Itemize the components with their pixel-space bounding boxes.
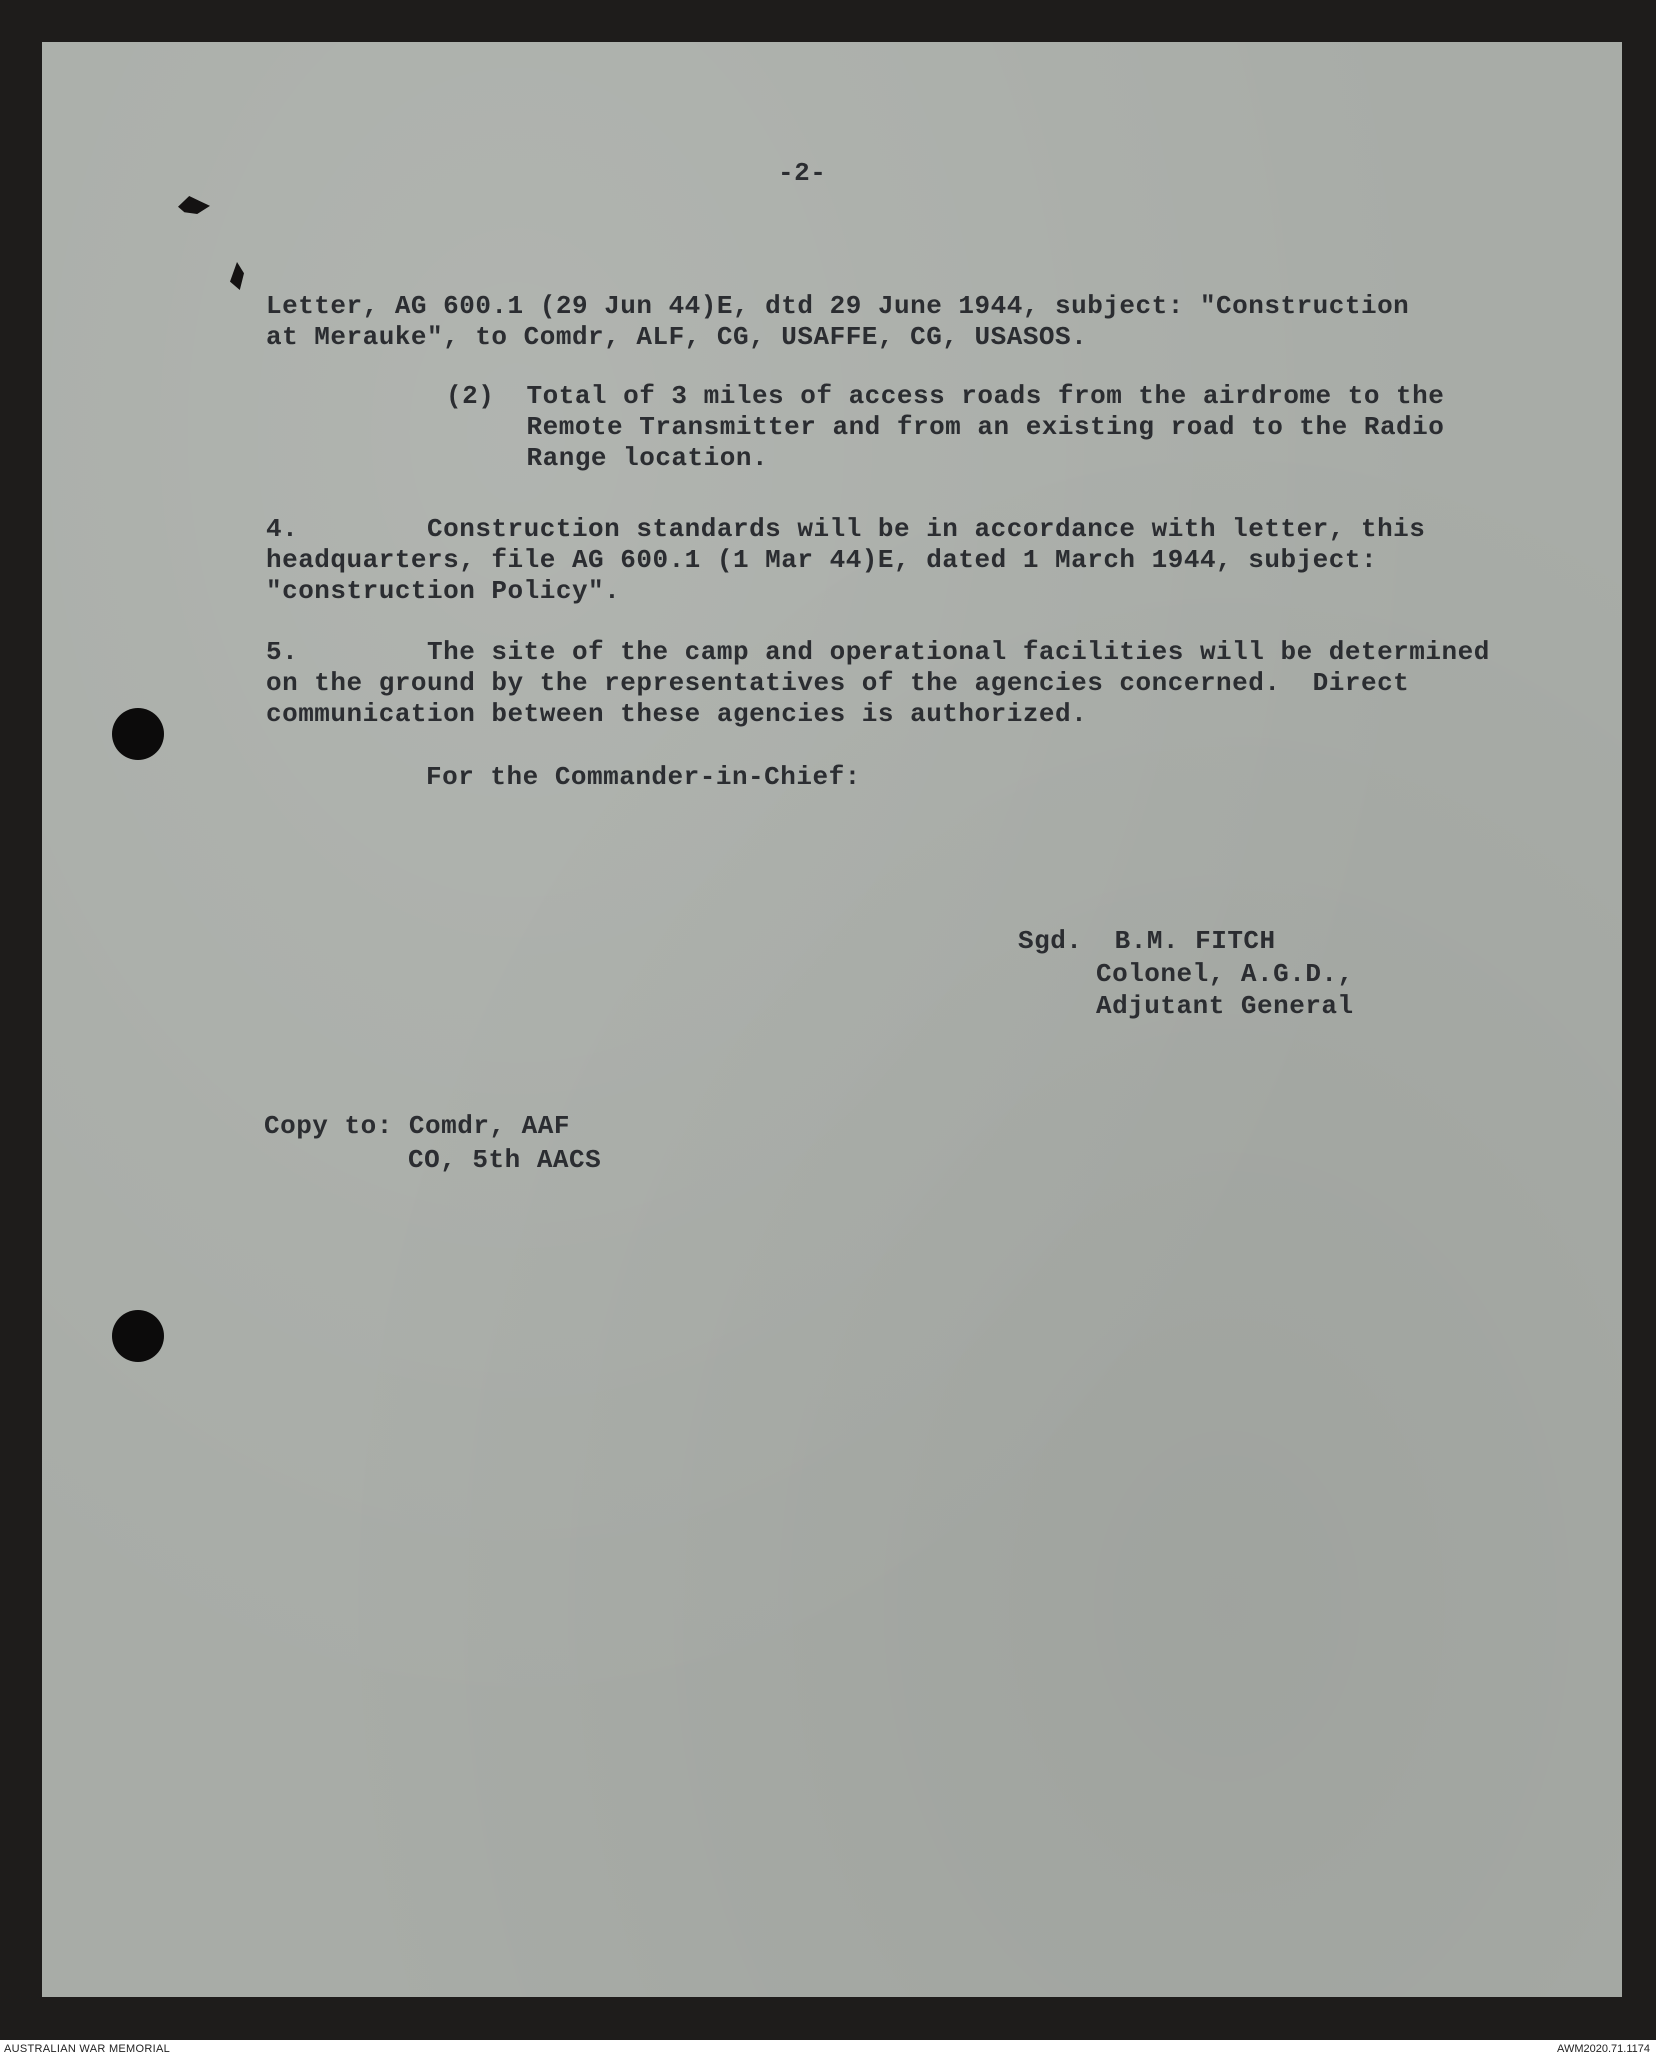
- text-line: Letter, AG 600.1 (29 Jun 44)E, dtd 29 June 1944, subject: "Construction: [266, 291, 1410, 321]
- text-line: communication between these agencies is authorized.: [266, 699, 1088, 729]
- signature-rank: Colonel, A.G.D.,: [1096, 959, 1354, 989]
- signature-title: Adjutant General: [1096, 991, 1354, 1021]
- reference-letter: [266, 291, 1409, 353]
- paragraph-4: [266, 514, 1425, 607]
- copy-to-line: Copy to: Comdr, AAF: [264, 1111, 570, 1141]
- text-line: (2) Total of 3 miles of access roads from the airdrome to the: [446, 381, 1445, 411]
- punch-hole: [112, 1310, 164, 1362]
- text-line: Range location.: [446, 443, 769, 473]
- text-line: on the ground by the representatives of the agencies concerned. Direct: [266, 668, 1410, 698]
- text-line: headquarters, file AG 600.1 (1 Mar 44)E, dated 1 March 1944, subject:: [266, 545, 1378, 575]
- for-commander-line: For the Commander-in-Chief:: [426, 762, 861, 792]
- copy-to-line: CO, 5th AACS: [408, 1145, 602, 1175]
- footer-institution: AUSTRALIAN WAR MEMORIAL: [4, 2043, 171, 2055]
- item-2: [446, 381, 1444, 474]
- text-line: 5. The site of the camp and operational facilities will be determined: [266, 637, 1490, 667]
- text-line: "construction Policy".: [266, 576, 621, 606]
- signature-name: Sgd. B.M. FITCH: [1018, 926, 1276, 956]
- page-number: -2-: [778, 158, 827, 188]
- punch-hole: [112, 708, 164, 760]
- text-line: 4. Construction standards will be in accordance with letter, this: [266, 514, 1426, 544]
- footer-accession-number: AWM2020.71.1174: [1557, 2043, 1650, 2055]
- text-line: Remote Transmitter and from an existing road to the Radio: [446, 412, 1445, 442]
- text-line: at Merauke", to Comdr, ALF, CG, USAFFE, CG, USASOS.: [266, 322, 1088, 352]
- paragraph-5: [266, 637, 1490, 730]
